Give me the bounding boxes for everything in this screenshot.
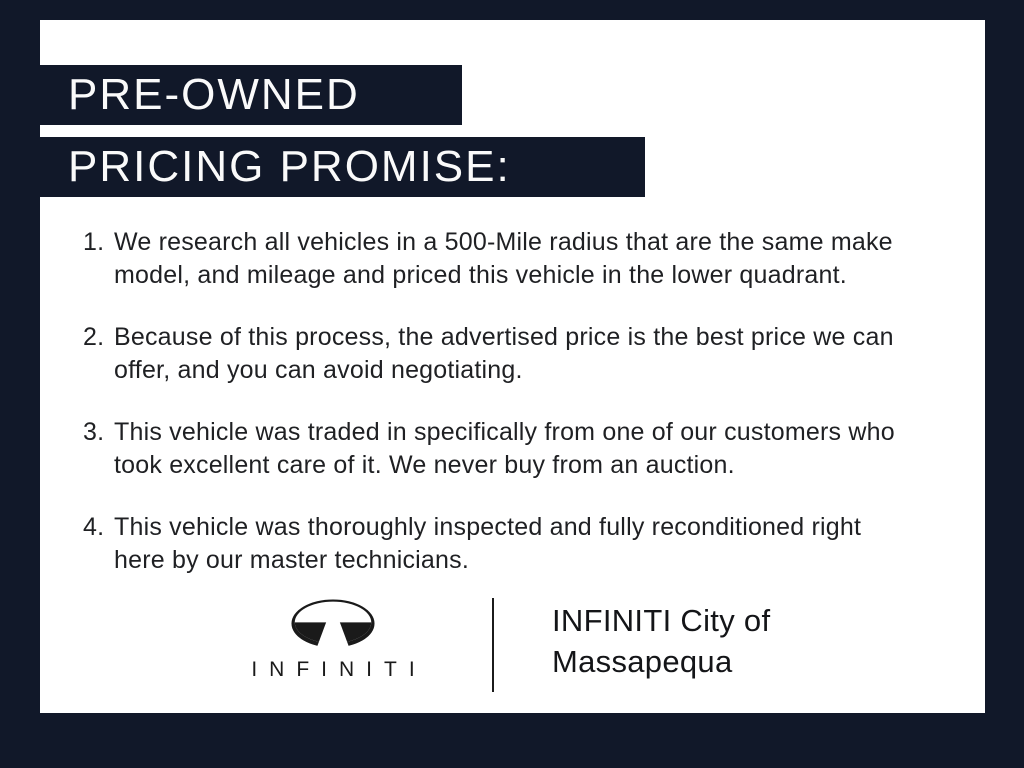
promise-list bbox=[83, 226, 963, 606]
promise-text-line: offer, and you can avoid negotiating. bbox=[114, 356, 523, 384]
dealer-name-line1: INFINITI City of bbox=[552, 603, 771, 638]
promise-number: 2. bbox=[83, 323, 105, 351]
dealer-name-line2: Massapequa bbox=[552, 644, 733, 679]
promise-number: 1. bbox=[83, 228, 105, 256]
infiniti-wordmark: INFINITI bbox=[251, 658, 427, 681]
promise-number: 3. bbox=[83, 418, 105, 446]
dealer-name bbox=[552, 600, 770, 682]
promise-item-2 bbox=[83, 321, 963, 387]
title-banner-line2 bbox=[40, 137, 645, 197]
promise-item-3 bbox=[83, 416, 963, 482]
promise-text-line: We research all vehicles in a 500-Mile radius that are the same make bbox=[114, 228, 893, 256]
promise-text-line: took excellent care of it. We never buy from an auction. bbox=[114, 451, 735, 479]
title-text-line1: PRE-OWNED bbox=[68, 70, 360, 119]
footer-divider bbox=[492, 598, 494, 692]
title-banner-line1 bbox=[40, 65, 462, 125]
promise-text-line: Because of this process, the advertised price is the best price we can bbox=[114, 323, 894, 351]
infiniti-logo-block bbox=[210, 583, 456, 697]
promise-text-line: This vehicle was thoroughly inspected and fully reconditioned right bbox=[114, 513, 862, 541]
promise-item-4 bbox=[83, 511, 963, 577]
promise-number: 4. bbox=[83, 513, 105, 541]
promise-item-1 bbox=[83, 226, 963, 292]
promise-text-line: here by our master technicians. bbox=[114, 546, 469, 574]
promise-text-line: model, and mileage and priced this vehicle in the lower quadrant. bbox=[114, 261, 847, 289]
infiniti-emblem-icon bbox=[289, 598, 377, 649]
title-text-line2: PRICING PROMISE: bbox=[68, 142, 511, 191]
promise-text-line: This vehicle was traded in specifically from one of our customers who bbox=[114, 418, 895, 446]
content-panel bbox=[40, 20, 985, 713]
